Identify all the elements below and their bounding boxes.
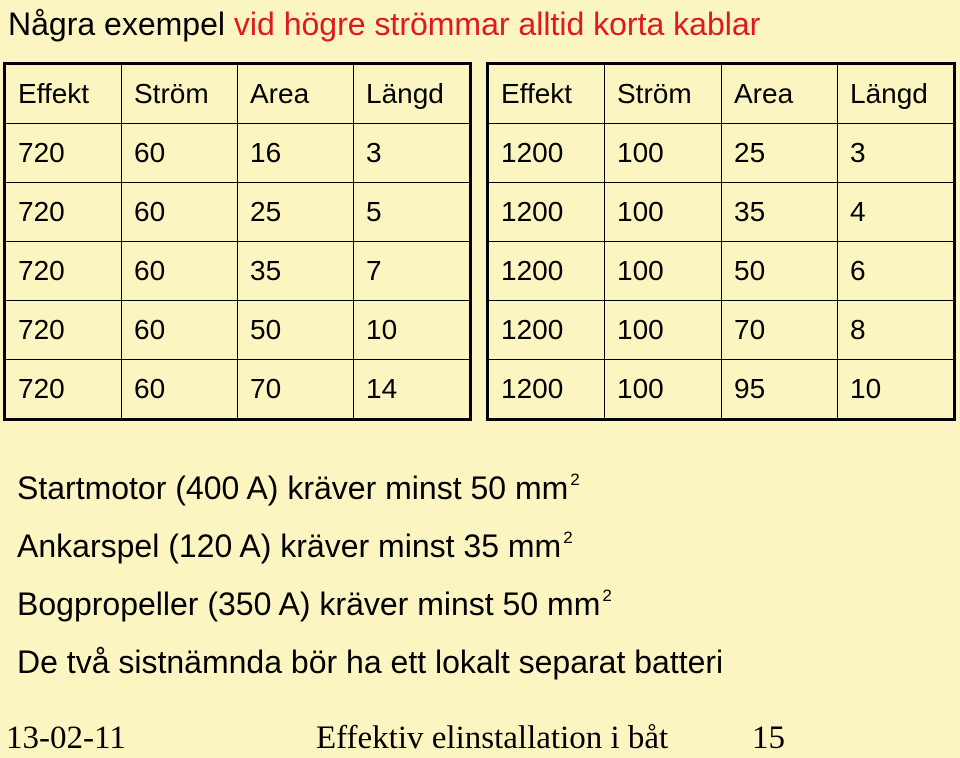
table-cell: 720: [5, 360, 122, 420]
table-cell: 5: [354, 183, 471, 242]
column-header: Längd: [354, 64, 471, 124]
table-cell: 720: [5, 124, 122, 183]
table-cell: 100: [605, 301, 722, 360]
table-row: [5, 242, 471, 301]
column-header: Ström: [605, 64, 722, 124]
table-cell: 35: [238, 242, 354, 301]
note-text: De två sistnämnda bör ha ett lokalt separat batteri: [17, 644, 724, 680]
note-superscript: 2: [602, 586, 612, 605]
column-header: Längd: [838, 64, 955, 124]
table-row: [488, 242, 955, 301]
column-header: Ström: [122, 64, 238, 124]
table-row: [488, 183, 955, 242]
table-cell: 35: [722, 183, 838, 242]
slide-title-accent: vid högre strömmar alltid korta kablar: [233, 6, 761, 42]
table-row: [488, 360, 955, 420]
note-line: [17, 640, 723, 698]
note-line: [17, 466, 723, 524]
table-cell: 60: [122, 183, 238, 242]
table-cell: 8: [838, 301, 955, 360]
footer-title: Effektiv elinstallation i båt: [316, 720, 669, 756]
table-cell: 720: [5, 301, 122, 360]
note-superscript: 2: [563, 528, 573, 547]
table-cell: 60: [122, 124, 238, 183]
table-cell: 720: [5, 242, 122, 301]
table-cell: 95: [722, 360, 838, 420]
table-row: [488, 124, 955, 183]
table-cell: 100: [605, 183, 722, 242]
table-cell: 60: [122, 242, 238, 301]
note-text: Startmotor (400 A) kräver minst 50 mm: [17, 470, 569, 506]
note-line: [17, 524, 723, 582]
column-header: Effekt: [488, 64, 605, 124]
table-row: [488, 301, 955, 360]
column-header: Effekt: [5, 64, 122, 124]
table-cell: 1200: [488, 360, 605, 420]
table-cell: 1200: [488, 183, 605, 242]
table-cell: 10: [838, 360, 955, 420]
page-number: 15: [752, 720, 785, 756]
note-text: Ankarspel (120 A) kräver minst 35 mm: [17, 528, 562, 564]
table-cell: 60: [122, 301, 238, 360]
slide-title: [8, 4, 760, 44]
table-cell: 100: [605, 124, 722, 183]
table-cell: 16: [238, 124, 354, 183]
table-cell: 25: [238, 183, 354, 242]
notes-list: [17, 466, 723, 698]
table-cell: 25: [722, 124, 838, 183]
table-cell: 1200: [488, 242, 605, 301]
table-cell: 70: [722, 301, 838, 360]
table-left: [3, 62, 472, 421]
table-row: [5, 360, 471, 420]
table-cell: 1200: [488, 124, 605, 183]
table-row: [5, 183, 471, 242]
slide-title-plain: Några exempel: [8, 6, 234, 42]
table-cell: 3: [354, 124, 471, 183]
note-superscript: 2: [570, 470, 580, 489]
table-row: [5, 301, 471, 360]
note-line: [17, 582, 723, 640]
column-header: Area: [722, 64, 838, 124]
table-cell: 14: [354, 360, 471, 420]
table-cell: 3: [838, 124, 955, 183]
table-header-row: [488, 64, 955, 124]
footer-date: 13-02-11: [6, 720, 126, 756]
table-cell: 100: [605, 242, 722, 301]
note-text: Bogpropeller (350 A) kräver minst 50 mm: [17, 586, 601, 622]
table-cell: 10: [354, 301, 471, 360]
table-header-row: [5, 64, 471, 124]
table-cell: 7: [354, 242, 471, 301]
table-cell: 4: [838, 183, 955, 242]
table-cell: 6: [838, 242, 955, 301]
table-cell: 50: [238, 301, 354, 360]
table-cell: 100: [605, 360, 722, 420]
table-cell: 720: [5, 183, 122, 242]
table-cell: 1200: [488, 301, 605, 360]
table-right: [486, 62, 956, 421]
table-cell: 60: [122, 360, 238, 420]
table-cell: 50: [722, 242, 838, 301]
table-cell: 70: [238, 360, 354, 420]
table-row: [5, 124, 471, 183]
column-header: Area: [238, 64, 354, 124]
